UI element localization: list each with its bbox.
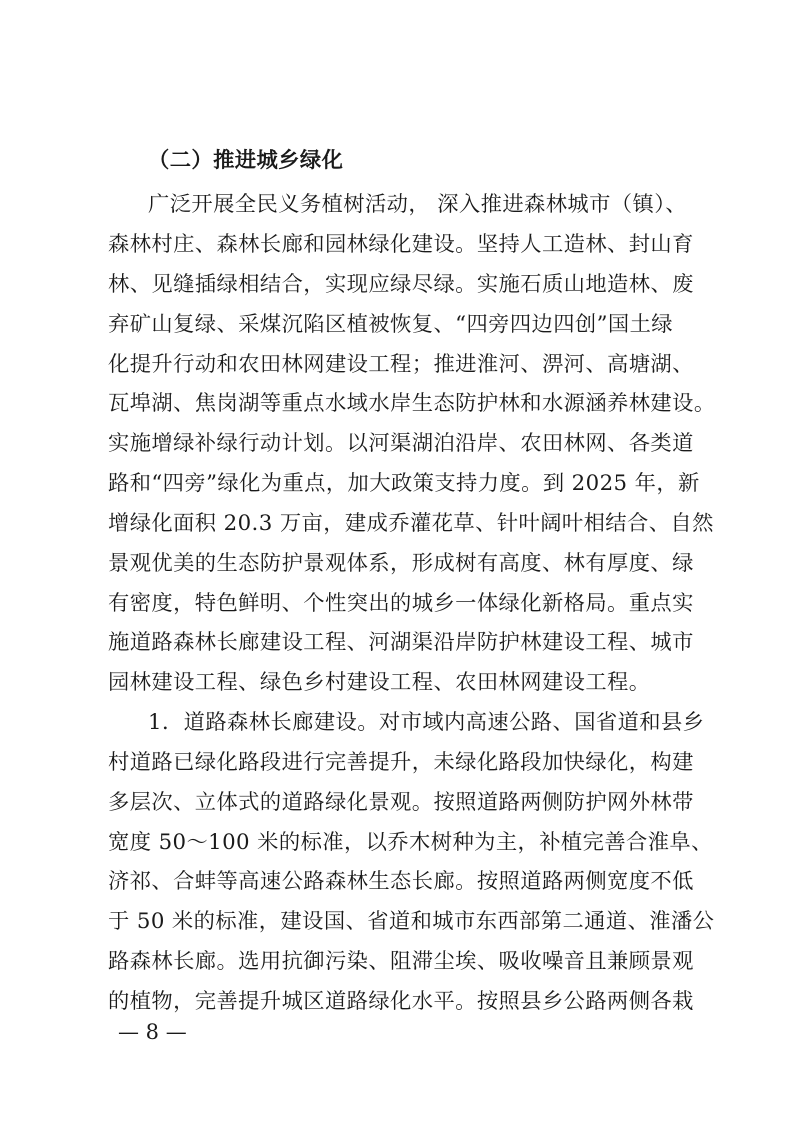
paragraph-line: 广泛开展全民义务植树活动， 深入推进森林城市（镇）、: [148, 192, 687, 217]
paragraph-line: 济祁、合蚌等高速公路森林生态长廊。按照道路两侧宽度不低: [108, 869, 694, 894]
paragraph-line: 景观优美的生态防护景观体系，形成树有高度、林有厚度、绿: [108, 551, 694, 576]
paragraph-line: 村道路已绿化路段进行完善提升，未绿化路段加快绿化，构建: [108, 750, 694, 775]
paragraph-line: 园林建设工程、绿色乡村建设工程、农田林网建设工程。: [108, 670, 651, 695]
paragraph-line: 多层次、立体式的道路绿化景观。按照道路两侧防护网外林带: [108, 790, 694, 815]
paragraph-line: 路和“四旁”绿化为重点，加大政策支持力度。到 2025 年，新: [108, 471, 700, 496]
section-heading: （二）推进城乡绿化: [148, 148, 344, 173]
paragraph-line: 弃矿山复绿、采煤沉陷区植被恢复、“四旁四边四创”国土绿: [108, 312, 673, 337]
page-number: — 8 —: [118, 1020, 187, 1044]
paragraph-line: 化提升行动和农田林网建设工程；推进淮河、淠河、高塘湖、: [108, 352, 694, 377]
paragraph-line: 林、见缝插绿相结合，实现应绿尽绿。实施石质山地造林、废: [108, 272, 694, 297]
paragraph-line: 的植物，完善提升城区道路绿化水平。按照县乡公路两侧各栽: [108, 989, 694, 1014]
paragraph-line: 宽度 50～100 米的标准，以乔木树种为主，补植完善合淮阜、: [108, 830, 713, 855]
paragraph-line: 增绿化面积 20.3 万亩，建成乔灌花草、针叶阔叶相结合、自然: [108, 511, 714, 536]
paragraph-line: 施道路森林长廊建设工程、河湖渠沿岸防护林建设工程、城市: [108, 630, 694, 655]
paragraph-line: 1．道路森林长廊建设。对市域内高速公路、国省道和县乡: [148, 710, 705, 735]
paragraph-line: 于 50 米的标准，建设国、省道和城市东西部第二通道、淮潘公: [108, 909, 715, 934]
paragraph-line: 路森林长廊。选用抗御污染、阻滞尘埃、吸收噪音且兼顾景观: [108, 949, 694, 974]
paragraph-line: 实施增绿补绿行动计划。以河渠湖泊沿岸、农田林网、各类道: [108, 431, 694, 456]
paragraph-line: 瓦埠湖、焦岗湖等重点水域水岸生态防护林和水源涵养林建设。: [108, 391, 716, 416]
paragraph-line: 有密度，特色鲜明、个性突出的城乡一体绿化新格局。重点实: [108, 591, 694, 616]
paragraph-line: 森林村庄、森林长廊和园林绿化建设。坚持人工造林、封山育: [108, 232, 694, 257]
